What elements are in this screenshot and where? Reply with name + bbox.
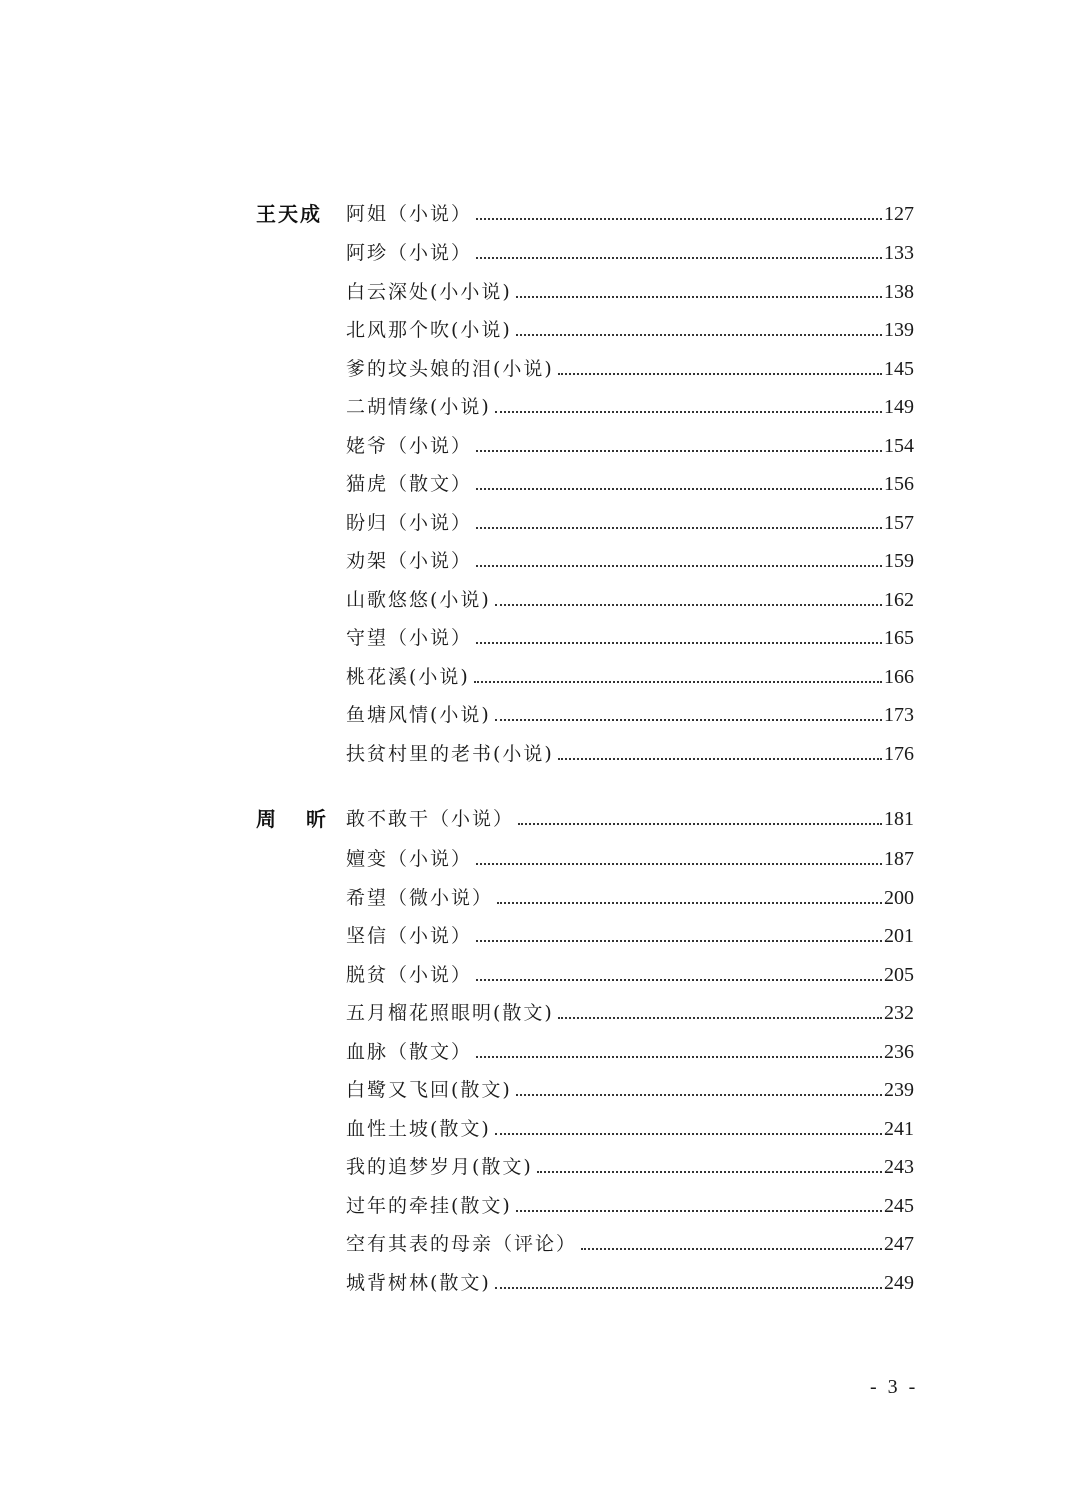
dot-leader (476, 1056, 882, 1058)
dot-leader (476, 863, 882, 865)
entry-title: 桃花溪(小说) (346, 666, 470, 688)
entry-page: 162 (884, 589, 914, 611)
dot-leader (495, 604, 882, 606)
dot-leader (558, 758, 882, 760)
entry-title: 盼归（小说） (346, 512, 473, 534)
dot-leader (474, 681, 882, 683)
dot-leader (537, 1171, 882, 1173)
dot-leader (476, 527, 882, 529)
entry-page: 149 (884, 396, 914, 418)
toc-entry (346, 701, 914, 729)
author-name-char: 周 (256, 807, 276, 831)
entry-title: 扶贫村里的老书(小说) (346, 743, 554, 765)
entry-title: 五月榴花照眼明(散文) (346, 1002, 554, 1024)
dot-leader (495, 719, 882, 721)
entry-title: 敢不敢干（小说） (346, 808, 515, 830)
dot-leader (476, 979, 882, 981)
author-name: 王天成 (256, 202, 322, 226)
entry-page: 139 (884, 319, 914, 341)
entry-title: 白鹭又飞回(散文) (346, 1079, 512, 1101)
entry-page: 154 (884, 435, 914, 457)
entry-title: 白云深处(小小说) (346, 281, 512, 303)
entry-title: 坚信（小说） (346, 925, 473, 947)
toc-entry (346, 509, 914, 537)
toc-entry (346, 1076, 914, 1104)
entry-title: 猫虎（散文） (346, 473, 473, 495)
dot-leader (476, 642, 882, 644)
toc-entry (346, 316, 914, 344)
entry-page: 236 (884, 1041, 914, 1063)
toc-entry (346, 586, 914, 614)
entry-page: 165 (884, 627, 914, 649)
toc-entry (346, 278, 914, 306)
dot-leader (495, 1287, 882, 1289)
toc-entry (346, 624, 914, 652)
dot-leader (476, 565, 882, 567)
entry-page: 133 (884, 242, 914, 264)
entry-page: 232 (884, 1002, 914, 1024)
toc-entry (346, 922, 914, 950)
toc-entry (346, 845, 914, 873)
entry-title: 鱼塘风情(小说) (346, 704, 491, 726)
entry-title: 脱贫（小说） (346, 964, 473, 986)
toc-entry (346, 547, 914, 575)
entry-page: 200 (884, 887, 914, 909)
dot-leader (476, 940, 882, 942)
page-number: - 3 - (870, 1376, 919, 1398)
entry-page: 159 (884, 550, 914, 572)
toc-entry (346, 961, 914, 989)
dot-leader (476, 488, 882, 490)
entry-title: 姥爷（小说） (346, 435, 473, 457)
entry-title: 劝架（小说） (346, 550, 473, 572)
dot-leader (516, 1094, 882, 1096)
entry-title: 过年的牵挂(散文) (346, 1195, 512, 1217)
dot-leader (516, 296, 882, 298)
toc-entry (346, 999, 914, 1027)
entry-page: 138 (884, 281, 914, 303)
entry-page: 181 (884, 808, 914, 830)
entry-title: 北风那个吹(小说) (346, 319, 512, 341)
entry-page: 205 (884, 964, 914, 986)
toc-entry (346, 1115, 914, 1143)
dot-leader (495, 1133, 882, 1135)
entry-page: 187 (884, 848, 914, 870)
entry-title: 阿姐（小说） (346, 203, 473, 225)
entry-title: 希望（微小说） (346, 887, 494, 909)
toc-entry (346, 805, 914, 833)
toc-entry (346, 1269, 914, 1297)
dot-leader (495, 411, 882, 413)
toc-entry (346, 663, 914, 691)
entry-title: 二胡情缘(小说) (346, 396, 491, 418)
toc-entry (346, 1230, 914, 1258)
dot-leader (518, 823, 882, 825)
entry-page: 249 (884, 1272, 914, 1294)
entry-title: 山歌悠悠(小说) (346, 589, 491, 611)
dot-leader (516, 1210, 882, 1212)
toc-entry (346, 470, 914, 498)
dot-leader (558, 373, 882, 375)
entry-page: 239 (884, 1079, 914, 1101)
toc-entry (346, 393, 914, 421)
author-name (256, 805, 326, 833)
dot-leader (581, 1248, 882, 1250)
dot-leader (476, 257, 882, 259)
entry-page: 156 (884, 473, 914, 495)
toc-entry (346, 355, 914, 383)
entry-title: 城背树林(散文) (346, 1272, 491, 1294)
toc-entry (346, 1192, 914, 1220)
entry-page: 166 (884, 666, 914, 688)
entry-page: 173 (884, 704, 914, 726)
toc-entry (346, 884, 914, 912)
entry-title: 空有其表的母亲（评论） (346, 1233, 578, 1255)
entry-title: 爹的坟头娘的泪(小说) (346, 358, 554, 380)
entry-title: 守望（小说） (346, 627, 473, 649)
author-name-char: 昕 (306, 807, 326, 831)
entry-page: 127 (884, 203, 914, 225)
entry-page: 145 (884, 358, 914, 380)
entry-title: 阿珍（小说） (346, 242, 473, 264)
entry-page: 201 (884, 925, 914, 947)
entry-page: 157 (884, 512, 914, 534)
entry-title: 嬗变（小说） (346, 848, 473, 870)
toc-entry (346, 1038, 914, 1066)
toc-entry (346, 200, 914, 228)
entry-page: 176 (884, 743, 914, 765)
dot-leader (476, 450, 882, 452)
dot-leader (497, 902, 882, 904)
entry-page: 247 (884, 1233, 914, 1255)
dot-leader (476, 218, 882, 220)
toc-entry (346, 239, 914, 267)
dot-leader (558, 1017, 882, 1019)
entry-page: 245 (884, 1195, 914, 1217)
entry-page: 243 (884, 1156, 914, 1178)
dot-leader (516, 334, 882, 336)
toc-entry (346, 1153, 914, 1181)
toc-entry (346, 432, 914, 460)
entry-page: 241 (884, 1118, 914, 1140)
entry-title: 我的追梦岁月(散文) (346, 1156, 533, 1178)
toc-entry (346, 740, 914, 768)
entry-title: 血脉（散文） (346, 1041, 473, 1063)
entry-title: 血性土坡(散文) (346, 1118, 491, 1140)
